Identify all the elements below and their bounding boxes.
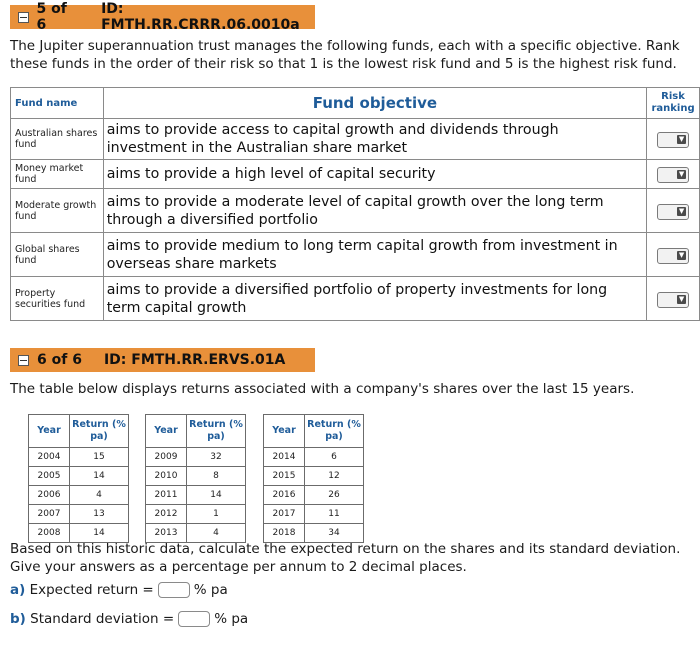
year-cell: 2005: [29, 467, 70, 486]
standard-deviation-row: [10, 611, 248, 627]
question-id: ID: FMTH.RR.ERVS.01A: [103, 352, 286, 368]
question-6-prompt: Based on this historic data, calculate the expected return on the shares and its standard deviation. Give your answers as a percentage per annum to 2 decimal places.: [10, 541, 681, 575]
collapse-square-icon[interactable]: [18, 12, 29, 23]
return-cell: 12: [305, 467, 364, 486]
dropdown-arrow-icon: ▼: [678, 170, 685, 178]
header-return: Return (% pa): [305, 415, 364, 448]
return-cell: 4: [187, 524, 246, 543]
return-cell: 14: [70, 524, 129, 543]
fund-objective: aims to provide medium to long term capital growth from investment in overseas share markets: [103, 233, 646, 277]
fund-objective: aims to provide a diversified portfolio of property investments for long term capital growth: [103, 277, 646, 321]
risk-ranking-select[interactable]: [657, 132, 689, 148]
table-row: [264, 505, 364, 524]
part-a-letter: a): [10, 582, 26, 598]
year-cell: 2017: [264, 505, 305, 524]
fund-row: [11, 277, 700, 321]
returns-table-2: [145, 414, 246, 543]
header-year: Year: [264, 415, 305, 448]
table-row: [146, 467, 246, 486]
header-year: Year: [146, 415, 187, 448]
standard-deviation-unit: % pa: [214, 611, 249, 627]
returns-table-1: [28, 414, 129, 543]
fund-objective: aims to provide a moderate level of capital growth over the long term through a diversified portfolio: [103, 189, 646, 233]
return-cell: 8: [187, 467, 246, 486]
expected-return-unit: % pa: [193, 582, 228, 598]
return-cell: 15: [70, 448, 129, 467]
return-cell: 4: [70, 486, 129, 505]
header-risk-ranking: Risk ranking: [647, 88, 700, 119]
dropdown-arrow-icon: ▼: [678, 206, 685, 215]
risk-ranking-cell: [647, 233, 700, 277]
risk-ranking-select[interactable]: [657, 204, 689, 220]
year-cell: 2009: [146, 448, 187, 467]
return-cell: 14: [70, 467, 129, 486]
risk-ranking-cell: [647, 277, 700, 321]
dropdown-arrow-icon: ▼: [678, 135, 685, 143]
fund-row: [11, 119, 700, 160]
question-6-intro: The table below displays returns associated with a company's shares over the last 15 years.: [10, 381, 635, 397]
year-cell: 2010: [146, 467, 187, 486]
risk-ranking-cell: [647, 160, 700, 189]
table-row: [29, 505, 129, 524]
header-return: Return (% pa): [70, 415, 129, 448]
table-row: [29, 448, 129, 467]
year-cell: 2015: [264, 467, 305, 486]
standard-deviation-input[interactable]: [178, 611, 210, 627]
table-row: [146, 505, 246, 524]
fund-ranking-table: [10, 87, 700, 321]
expected-return-label: Expected return =: [29, 582, 154, 598]
return-cell: 14: [187, 486, 246, 505]
fund-name: Moderate growth fund: [11, 189, 104, 233]
collapse-square-icon[interactable]: [18, 355, 29, 366]
year-cell: 2006: [29, 486, 70, 505]
expected-return-row: [10, 582, 228, 598]
question-number: 5 of 6: [36, 1, 67, 33]
table-row: [264, 467, 364, 486]
table-row: [264, 486, 364, 505]
dropdown-arrow-icon: ▼: [678, 250, 685, 259]
fund-objective: aims to provide access to capital growth and dividends through investment in the Australian share market: [103, 119, 646, 160]
question-6-header: [10, 348, 315, 372]
expected-return-input[interactable]: [158, 582, 190, 598]
fund-name: Property securities fund: [11, 277, 104, 321]
return-cell: 1: [187, 505, 246, 524]
year-cell: 2012: [146, 505, 187, 524]
header-year: Year: [29, 415, 70, 448]
table-row: [146, 486, 246, 505]
year-cell: 2011: [146, 486, 187, 505]
risk-ranking-select[interactable]: [657, 248, 689, 264]
header-return: Return (% pa): [187, 415, 246, 448]
question-id: ID: FMTH.RR.CRRR.06.0010a: [101, 1, 300, 33]
dropdown-arrow-icon: ▼: [678, 294, 685, 303]
year-cell: 2018: [264, 524, 305, 543]
fund-row: [11, 233, 700, 277]
return-cell: 11: [305, 505, 364, 524]
returns-table-3: [263, 414, 364, 543]
fund-name: Money market fund: [11, 160, 104, 189]
fund-row: [11, 189, 700, 233]
header-fund-objective: Fund objective: [103, 88, 646, 119]
year-cell: 2016: [264, 486, 305, 505]
part-b-letter: b): [10, 611, 26, 627]
fund-name: Global shares fund: [11, 233, 104, 277]
fund-name: Australian shares fund: [11, 119, 104, 160]
year-cell: 2007: [29, 505, 70, 524]
question-number: 6 of 6: [37, 352, 82, 368]
risk-ranking-select[interactable]: [657, 167, 689, 183]
question-5-instructions: The Jupiter superannuation trust manages the following funds, each with a specific objective. Rank these funds in the order of their risk so that 1 is the lowest risk fund and 5 is the highest risk fund.: [10, 38, 680, 72]
fund-row: [11, 160, 700, 189]
year-cell: 2014: [264, 448, 305, 467]
standard-deviation-label: Standard deviation =: [30, 611, 175, 627]
year-cell: 2013: [146, 524, 187, 543]
return-cell: 6: [305, 448, 364, 467]
fund-objective: aims to provide a high level of capital security: [103, 160, 646, 189]
question-5-header: [10, 1, 315, 33]
table-row: [29, 486, 129, 505]
return-cell: 13: [70, 505, 129, 524]
return-cell: 34: [305, 524, 364, 543]
table-row: [29, 467, 129, 486]
table-row: [264, 448, 364, 467]
year-cell: 2004: [29, 448, 70, 467]
risk-ranking-select[interactable]: [657, 292, 689, 308]
header-fund-name: Fund name: [11, 88, 104, 119]
risk-ranking-cell: [647, 189, 700, 233]
risk-ranking-cell: [647, 119, 700, 160]
year-cell: 2008: [29, 524, 70, 543]
return-cell: 26: [305, 486, 364, 505]
return-cell: 32: [187, 448, 246, 467]
table-row: [146, 448, 246, 467]
